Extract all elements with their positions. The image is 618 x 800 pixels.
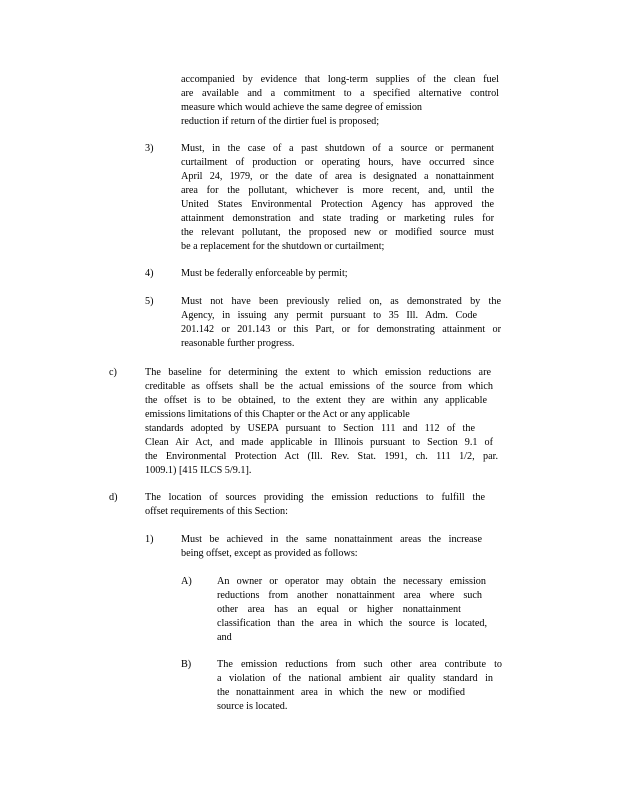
text-line: and	[217, 632, 232, 643]
text-line: An owner or operator may obtain the necessary emission	[217, 576, 486, 587]
item-4-label: 4)	[145, 268, 154, 279]
text-line: 201.142 or 201.143 or this Part, or for demonstrating attainment or	[181, 324, 501, 335]
text-line: standards adopted by USEPA pursuant to Section 111 and 112 of the	[145, 423, 475, 434]
text-line: Must not have been previously relied on, as demonstrated by the	[181, 296, 501, 307]
text-line: Must, in the case of a past shutdown of a source or permanent	[181, 143, 494, 154]
text-line: emissions limitations of this Chapter or the Act or any applicable	[145, 409, 410, 420]
text-line: The emission reductions from such other area contribute to	[217, 659, 502, 670]
item-c-label: c)	[109, 367, 117, 378]
item-d-text	[145, 491, 485, 519]
text-line: being offset, except as provided as follows:	[181, 548, 358, 559]
text-line: reduction if return of the dirtier fuel is proposed;	[181, 116, 380, 127]
item-5-text	[181, 295, 501, 351]
text-line: other area has an equal or higher nonattainment	[217, 604, 461, 615]
text-line: accompanied by evidence that long-term supplies of the clean fuel	[181, 74, 499, 85]
text-line: the nonattainment area in which the new or modified	[217, 687, 465, 698]
text-line: reductions from another nonattainment area where such	[217, 590, 482, 601]
text-line: The baseline for determining the extent to which emission reductions are	[145, 367, 491, 378]
text-line: reasonable further progress.	[181, 338, 295, 349]
text-line: a violation of the national ambient air quality standard in	[217, 673, 493, 684]
text-line: curtailment of production or operating hours, have occurred since	[181, 157, 494, 168]
item-B-label: B)	[181, 659, 192, 670]
text-line: Agency, in issuing any permit pursuant to 35 Ill. Adm. Code	[181, 310, 477, 321]
text-line: Clean Air Act, and made applicable in Illinois pursuant to Section 9.1 of	[145, 437, 493, 448]
text-line: area for the pollutant, whichever is more recent, and, until the	[181, 185, 494, 196]
text-line: measure which would achieve the same degree of emission	[181, 102, 423, 113]
item-B-text	[217, 658, 502, 714]
item-A-text	[217, 575, 487, 645]
item-d-label: d)	[109, 492, 118, 503]
text-line: United States Environmental Protection Agency has approved the	[181, 199, 494, 210]
item-c-text	[145, 366, 498, 478]
text-line: the Environmental Protection Act (Ill. Rev. Stat. 1991, ch. 111 1/2, par.	[145, 451, 498, 462]
text-line: attainment demonstration and state trading or marketing rules for	[181, 213, 494, 224]
item-d1-label: 1)	[145, 534, 154, 545]
text-line: April 24, 1979, or the date of area is designated a nonattainment	[181, 171, 494, 182]
text-line: be a replacement for the shutdown or curtailment;	[181, 241, 385, 252]
item-3-text	[181, 142, 494, 254]
text-line: Must be federally enforceable by permit;	[181, 268, 348, 279]
text-line: 1009.1) [415 ILCS 5/9.1].	[145, 465, 252, 476]
text-line: The location of sources providing the emission reductions to fulfill the	[145, 492, 485, 503]
text-line: the relevant pollutant, the proposed new or modified source must	[181, 227, 494, 238]
text-line: offset requirements of this Section:	[145, 506, 288, 517]
text-line: the offset is to be obtained, to the extent they are within any applicable	[145, 395, 487, 406]
text-line: creditable as offsets shall be the actual emissions of the source from which	[145, 381, 493, 392]
item-4-text	[181, 267, 494, 281]
text-line: source is located.	[217, 701, 288, 712]
item-d1-text	[181, 533, 482, 561]
text-line: classification than the area in which the source is located,	[217, 618, 487, 629]
continuation-paragraph	[181, 73, 499, 129]
text-line: are available and a commitment to a specified alternative control	[181, 88, 499, 99]
item-3-label: 3)	[145, 143, 154, 154]
text-line: Must be achieved in the same nonattainment areas the increase	[181, 534, 482, 545]
item-A-label: A)	[181, 576, 192, 587]
item-5-label: 5)	[145, 296, 154, 307]
